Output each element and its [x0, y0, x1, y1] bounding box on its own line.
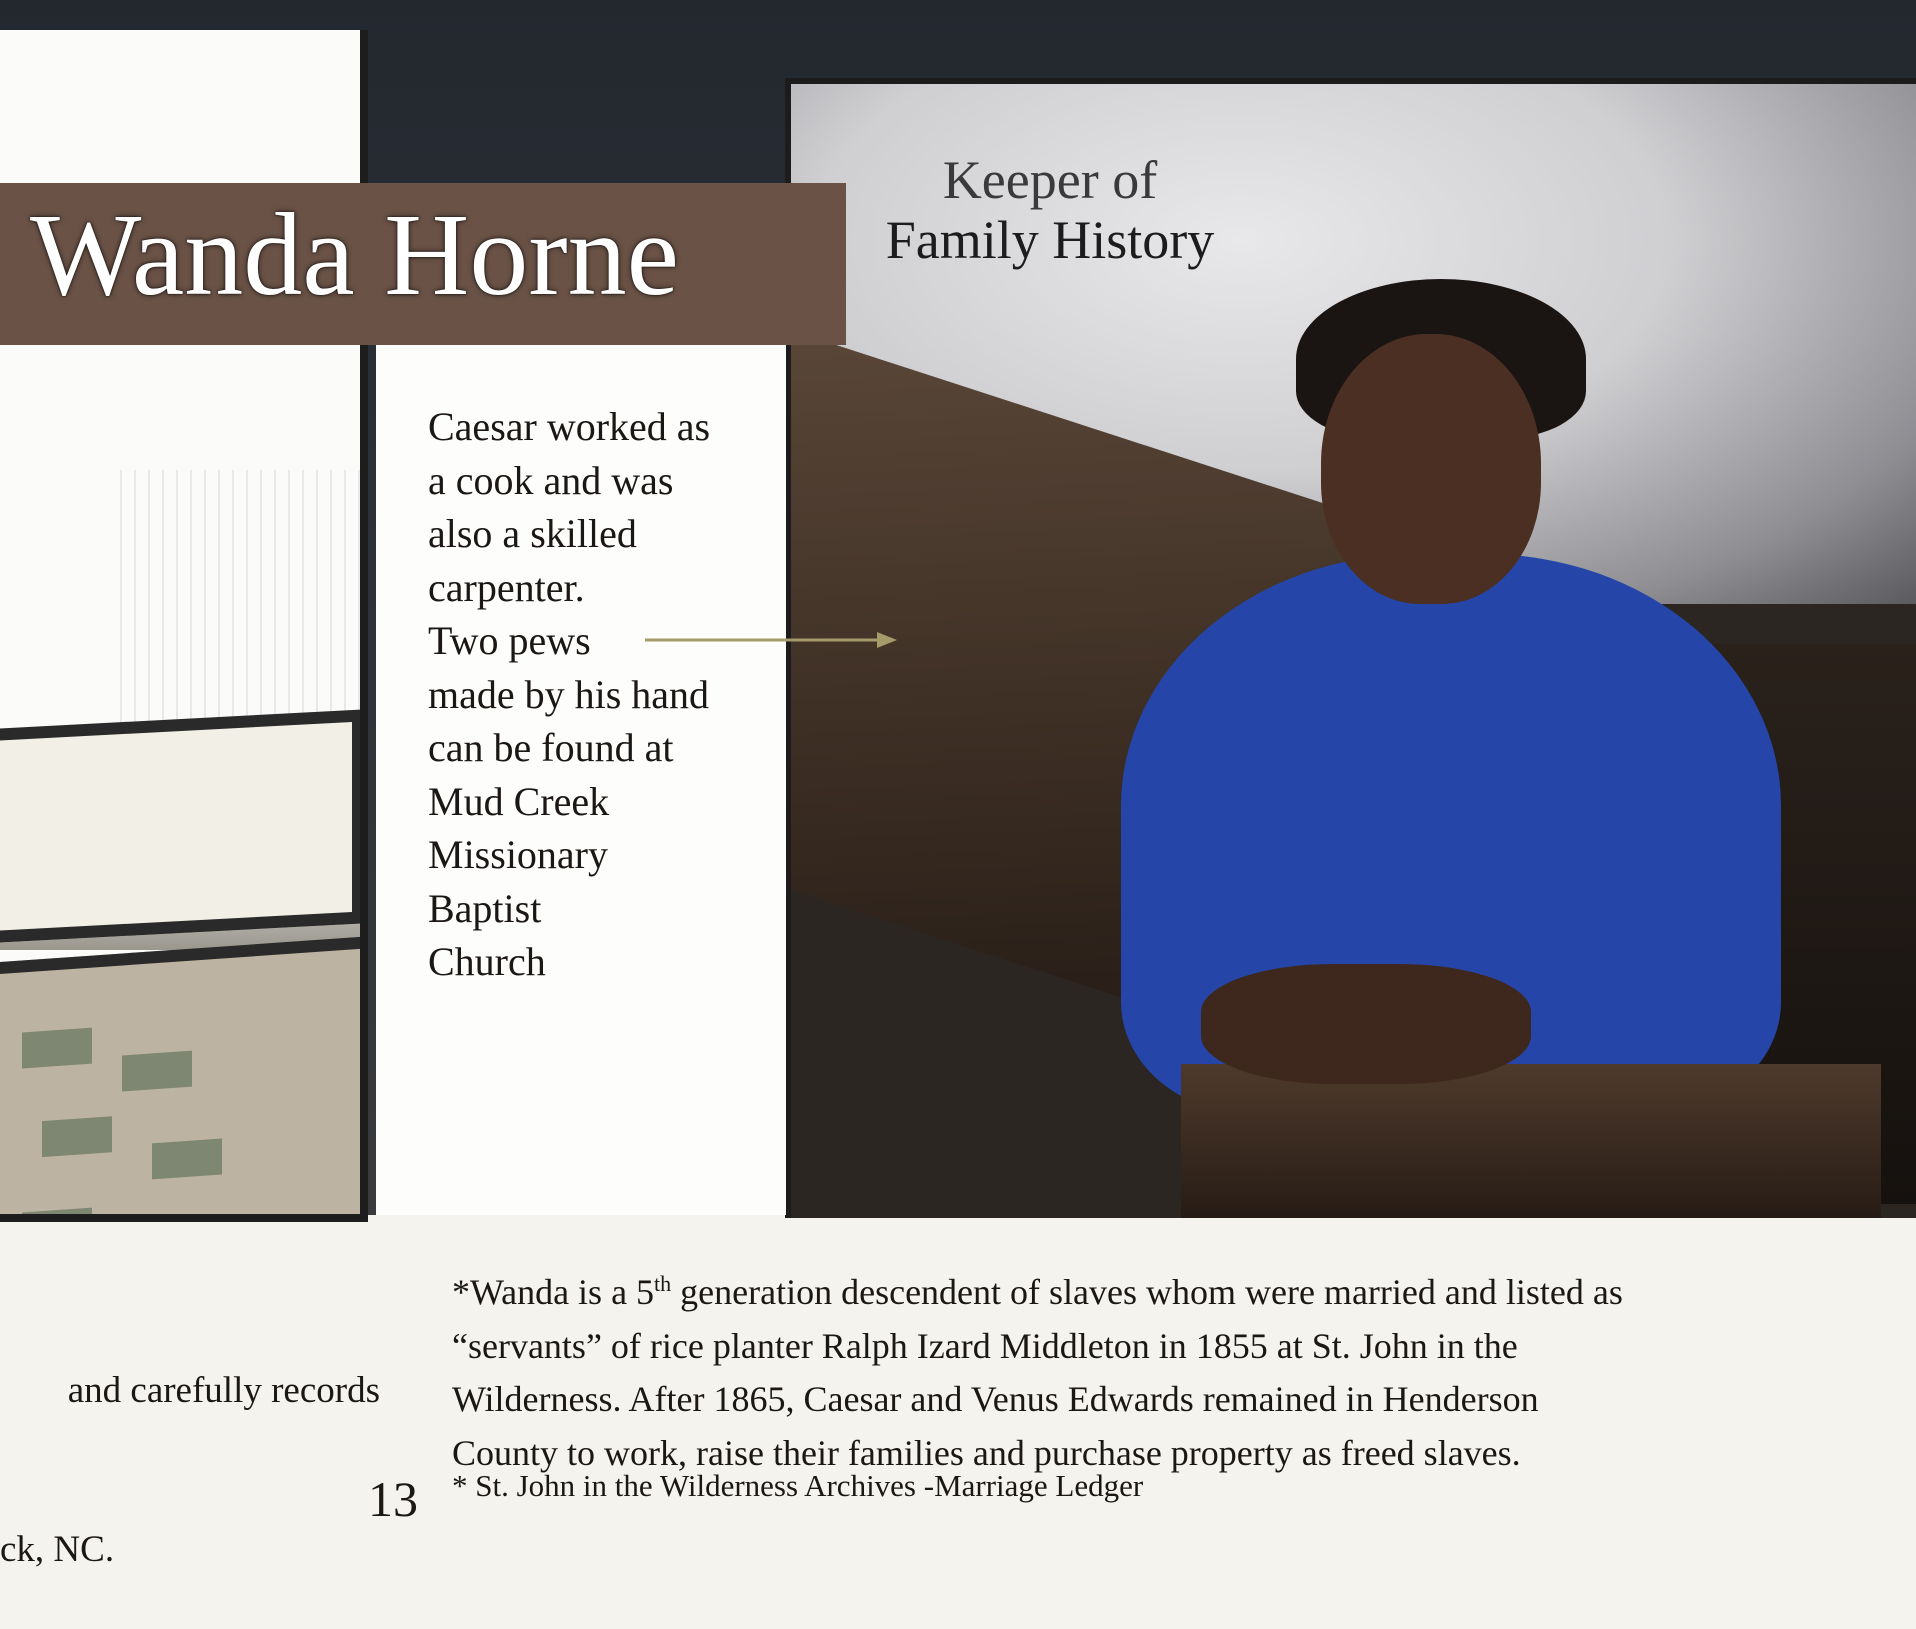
left-column-text	[0, 1258, 380, 1629]
body-line3: Wilderness. After 1865, Caesar and Venus Edwards remained in Henderson	[452, 1379, 1539, 1419]
body-line1-start: *Wanda is a 5	[452, 1272, 655, 1312]
portrait-hands	[1201, 964, 1531, 1084]
arrow-icon	[645, 628, 897, 652]
footnote: * St. John in the Wilderness Archives -Marriage Ledger	[452, 1468, 1144, 1503]
page-number: 13	[368, 1471, 418, 1527]
photo-caption-line2: Family History	[885, 210, 1215, 270]
ordinal-suffix: th	[654, 1271, 672, 1296]
left-text-line1: and carefully records	[67, 1370, 380, 1411]
portrait-face	[1321, 334, 1541, 604]
side-caption: Caesar worked as a cook and was also a skilled carpenter. Two pews made by his hand can be found at Mud Creek Missionary Baptist Church	[428, 404, 711, 984]
photo-caption	[860, 150, 1240, 270]
body-paragraph	[452, 1257, 1902, 1480]
left-text-line2: ck, NC.	[0, 1529, 115, 1570]
pew-armrest	[1181, 1064, 1881, 1218]
body-line1	[452, 1257, 1902, 1320]
body-line4: County to work, raise their families and purchase property as freed slaves.	[452, 1432, 1521, 1473]
body-line2: “servants” of rice planter Ralph Izard Middleton in 1855 at St. John in the	[452, 1325, 1518, 1366]
photo-caption-line1: Keeper of	[942, 150, 1158, 210]
picture-frame-document	[0, 709, 364, 944]
body-line1-end: generation descendent of slaves whom were married and listed as	[671, 1272, 1623, 1312]
picture-frame-photos	[0, 936, 368, 1222]
page-title: Wanda Horne	[30, 189, 680, 320]
